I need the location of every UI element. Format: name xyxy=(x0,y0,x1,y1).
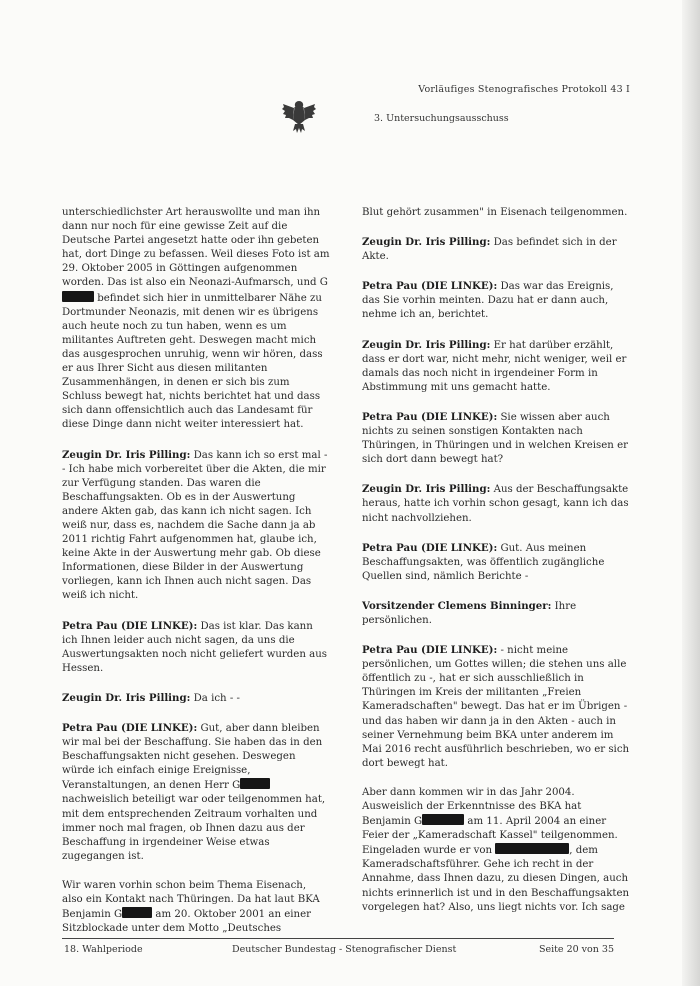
paragraph-text: Blut gehört zusammen" in Eisenach teilgenommen. xyxy=(362,207,628,218)
speaker-name: Petra Pau (DIE LINKE): xyxy=(362,280,498,293)
paragraph-text: am 20. Oktober 2001 an einer Sitzblockade unter dem Motto „Deutsches xyxy=(62,909,312,935)
left-column xyxy=(62,206,330,951)
paragraph-text: Wir waren vorhin schon beim Thema Eisenach, also ein Kontakt nach Thüringen. Da hat laut BKA Benjamin G xyxy=(62,879,320,921)
paragraph-text: unterschiedlichster Art herauswollte und man ihn dann nur noch für eine gewisse Zeit auf die Deutsche Partei angesetzt hatte oder ihn gebeten hat, dort Dinge zu befassen. Weil dieses Foto ist am 29. Oktober 2005 in Göttingen aufgenommen worden. Das ist also ein Neonazi-Aufmarsch, und G xyxy=(62,207,330,289)
paragraph-text: befindet sich hier in unmittelbarer Nähe zu Dortmunder Neonazis, mit denen wir es übrigens auch heute noch zu tun haben, wenn es um militantes Auftreten geht. Deswegen macht mich das ausgesprochen unruhig, wenn wir hören, dass er aus Ihrer Sicht aus diesen militanten Zusammenhängen, in denen er sich bis zum Schluss bewegt hat, nichts berichtet hat und dass sich dann offensichtlich auch das Landesamt für diese Dinge dann nicht weiter interessiert hat. xyxy=(62,292,323,431)
redaction-bar xyxy=(62,291,94,302)
speaker-name: Zeugin Dr. Iris Pilling: xyxy=(362,236,491,249)
speaker-name: Petra Pau (DIE LINKE): xyxy=(362,410,498,423)
speaker-name: Zeugin Dr. Iris Pilling: xyxy=(362,338,491,351)
redaction-bar xyxy=(422,814,464,825)
redaction-bar xyxy=(240,778,270,789)
paragraph-text: Aber dann kommen wir in das Jahr 2004. Ausweislich der Erkenntnisse des BKA hat Benjamin G xyxy=(362,786,582,828)
footer-page-number: Seite 20 von 35 xyxy=(538,944,614,955)
redaction-bar xyxy=(122,907,152,918)
paragraph xyxy=(362,206,630,220)
protocol-title: Vorläufiges Stenografisches Protokoll 43 I xyxy=(418,84,630,95)
paragraph xyxy=(362,786,630,915)
speaker-name: Petra Pau (DIE LINKE): xyxy=(362,541,498,554)
paragraph-text: am 11. April 2004 an einer Feier der „Kameradschaft Kassel" teilgenommen. Eingeladen wurde er von xyxy=(362,816,618,857)
paragraph xyxy=(62,879,330,936)
paragraph-text: nachweislich beteiligt war oder teilgenommen hat, mit dem entsprechenden Zeitraum vorhalten und immer noch mal fragen, ob Ihnen dazu aus der Beschaffung in irgendeiner Weise etwas zugegangen ist. xyxy=(62,794,326,862)
speaker-name: Vorsitzender Clemens Binninger: xyxy=(362,599,552,612)
paragraph xyxy=(362,643,630,771)
paragraph xyxy=(362,235,630,264)
speaker-name: Petra Pau (DIE LINKE): xyxy=(362,644,498,657)
speaker-name: Zeugin Dr. Iris Pilling: xyxy=(62,691,191,704)
footer-divider xyxy=(62,938,614,939)
paragraph-text: Das befindet sich in der Akte. xyxy=(362,237,617,263)
paragraph-text: Aus der Beschaffungsakte heraus, hatte ich vorhin schon gesagt, kann ich das nicht nachvollziehen. xyxy=(362,484,629,524)
page-edge-shadow xyxy=(682,0,700,986)
paragraph-text: Er hat darüber erzählt, dass er dort war, nicht mehr, nicht weniger, weil er damals das noch nicht in irgendeiner Form in Abstimmung mit uns gemacht hatte. xyxy=(362,339,627,393)
speaker-name: Petra Pau (DIE LINKE): xyxy=(62,619,198,632)
footer-legislative-period: 18. Wahlperiode xyxy=(64,944,143,955)
bundestag-eagle-icon xyxy=(282,98,316,134)
paragraph xyxy=(62,691,330,706)
paragraph xyxy=(62,448,330,604)
paragraph-text: - nicht meine persönlichen, um Gottes willen; die stehen uns alle öffentlich zu -, hat er sich ausschließlich in Thüringen im Kreis der militanten „Freien Kameradschaften" bewegt. Das hat er im Übrigen - und das haben wir dann ja in den Akten - auch in seiner Vernehmung beim BKA unter anderem im Mai 2016 recht ausführlich beschrieben, wo er sich dort bewegt hat. xyxy=(362,645,630,769)
paragraph xyxy=(62,619,330,676)
paragraph xyxy=(362,482,630,525)
paragraph xyxy=(62,721,330,864)
paragraph xyxy=(362,338,630,395)
paragraph-text: Das ist klar. Das kann ich Ihnen leider auch nicht sagen, da uns die Auswertungsakten noch nicht geliefert wurden aus Hessen. xyxy=(62,620,327,674)
speaker-name: Petra Pau (DIE LINKE): xyxy=(62,722,198,734)
committee-name: 3. Untersuchungsausschuss xyxy=(374,113,509,124)
paragraph-text: Das war das Ereignis, das Sie vorhin meinten. Dazu hat er dann auch, nehme ich an, berichtet. xyxy=(362,281,614,321)
paragraph xyxy=(362,599,630,628)
paragraph-text: , dem Kameradschaftsführer. Gehe ich recht in der Annahme, dass Ihnen dazu, zu diesen Dingen, auch nichts erinnerlich ist und in den Beschaffungsakten vorgelegen hat? Also, uns liegt nichts vor. Ich sage xyxy=(362,845,630,913)
paragraph xyxy=(362,279,630,322)
right-column xyxy=(362,206,630,930)
paragraph xyxy=(62,206,330,433)
paragraph-text: Sie wissen aber auch nichts zu seinen sonstigen Kontakten nach Thüringen, in Thüringen und in welchen Kreisen er sich dort dann bewegt hat? xyxy=(362,411,628,466)
paragraph-text: Das kann ich so erst mal - - Ich habe mich vorbereitet über die Akten, die mir zur Verfügung standen. Das waren die Beschaffungsakten. Ob es in der Auswertung andere Akten gab, das kann ich nicht sagen. Ich weiß nur, dass es, nachdem die Sache dann ja ab 2011 richtig Fahrt aufgenommen hat, glaube ich, keine Akte in der Auswertung mehr gab. Ob diese Informationen, diese Bilder in der Auswertung vorliegen, kann ich Ihnen auch nicht sagen. Das weiß ich nicht. xyxy=(62,449,328,602)
paragraph xyxy=(362,410,630,467)
paragraph-text: Gut, aber dann bleiben wir mal bei der Beschaffung. Sie haben das in den Beschaffungsakten nicht gesehen. Deswegen würde ich einfach einige Ereignisse, Veranstaltungen, an denen Herr G xyxy=(62,723,323,792)
paragraph-text: Ihre persönlichen. xyxy=(362,600,577,626)
paragraph xyxy=(362,541,630,584)
paragraph-text: Gut. Aus meinen Beschaffungsakten, was öffentlich zugängliche Quellen sind, nämlich Berichte - xyxy=(362,542,605,582)
paragraph-text: Da ich - - xyxy=(193,692,240,704)
redaction-bar xyxy=(495,843,569,854)
footer-institution: Deutscher Bundestag - Stenografischer Dienst xyxy=(232,944,457,955)
speaker-name: Zeugin Dr. Iris Pilling: xyxy=(62,448,191,461)
speaker-name: Zeugin Dr. Iris Pilling: xyxy=(362,483,491,496)
